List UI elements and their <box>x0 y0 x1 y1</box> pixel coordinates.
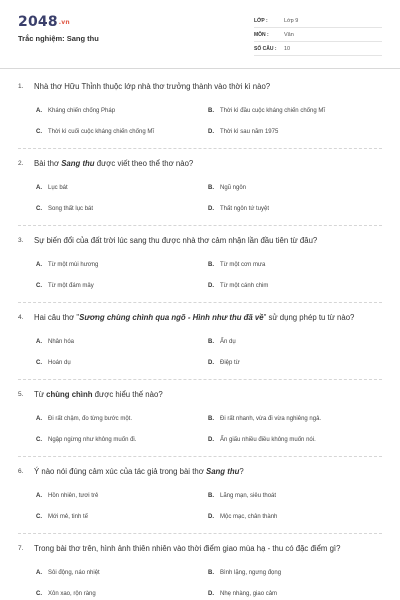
answer-text: Bình lặng, ngưng đọng <box>220 569 282 576</box>
answer-text: Kháng chiến chống Pháp <box>48 107 116 114</box>
question-item <box>18 235 382 303</box>
answer-text: Từ một cánh chim <box>220 282 269 289</box>
answer-text: Hoán dụ <box>48 359 71 366</box>
question-line <box>18 389 382 400</box>
answer-letter: C. <box>36 282 42 289</box>
answer-letter: B. <box>208 415 214 422</box>
answer-option[interactable] <box>208 583 380 600</box>
meta-row-subject <box>254 28 382 42</box>
answer-text: Điệp từ <box>220 359 240 366</box>
answer-text: Mới mẻ, tinh tế <box>48 513 88 520</box>
question-item <box>18 543 382 600</box>
question-item <box>18 312 382 380</box>
meta-label: MÔN : <box>254 31 269 38</box>
question-number: 2. <box>18 160 24 167</box>
question-line <box>18 81 382 92</box>
answer-options <box>18 331 382 373</box>
answer-option[interactable] <box>36 254 208 275</box>
answer-letter: B. <box>208 569 214 576</box>
question-text <box>34 389 382 400</box>
answer-option[interactable] <box>36 331 208 352</box>
question-text <box>34 158 382 169</box>
meta-label: SỐ CÂU : <box>254 45 277 52</box>
answer-option[interactable] <box>208 429 380 450</box>
answer-options <box>18 100 382 142</box>
answer-options <box>18 177 382 219</box>
answer-letter: C. <box>36 128 42 135</box>
question-text-part: được hiểu thế nào? <box>92 390 163 399</box>
answer-option[interactable] <box>36 485 208 506</box>
question-text <box>34 466 382 477</box>
meta-value: Lớp 9 <box>284 17 299 24</box>
answer-option[interactable] <box>36 352 208 373</box>
answer-letter: A. <box>36 569 42 576</box>
answer-text: Đi rất nhanh, vừa đi vừa nghiêng ngả. <box>220 415 322 422</box>
question-text-part: " sử dụng phép tu từ nào? <box>263 313 355 322</box>
question-number: 5. <box>18 391 24 398</box>
question-text-part: Từ <box>34 390 47 399</box>
meta-value: 10 <box>284 45 291 52</box>
question-line <box>18 158 382 169</box>
question-text <box>34 543 382 554</box>
test-title: Trắc nghiệm: Sang thu <box>18 34 99 43</box>
answer-letter: A. <box>36 184 42 191</box>
answer-letter: D. <box>208 128 214 135</box>
answer-text: Thất ngôn tứ tuyệt <box>220 205 270 212</box>
answer-text: Mộc mạc, chân thành <box>220 513 278 520</box>
answer-option[interactable] <box>36 275 208 296</box>
answer-text: Thời kì sau năm 1975 <box>220 128 279 135</box>
answer-option[interactable] <box>208 506 380 527</box>
question-number: 7. <box>18 545 24 552</box>
meta-value: Văn <box>284 31 294 38</box>
answer-option[interactable] <box>36 429 208 450</box>
answer-letter: A. <box>36 338 42 345</box>
question-list <box>0 69 400 600</box>
question-text-emphasis: Sang thu <box>206 467 240 476</box>
answer-letter: D. <box>208 359 214 366</box>
answer-option[interactable] <box>208 352 380 373</box>
answer-letter: D. <box>208 590 214 597</box>
answer-text: Ngập ngừng như không muốn đi. <box>48 436 137 443</box>
answer-text: Từ một cơn mưa <box>220 261 266 268</box>
answer-option[interactable] <box>36 177 208 198</box>
answer-options <box>18 485 382 527</box>
question-text-emphasis: Sương chùng chình qua ngõ - Hình như thu đã về <box>79 313 264 322</box>
logo-text: 2048 <box>18 14 58 30</box>
answer-text: Lục bát <box>48 184 68 191</box>
answer-letter: D. <box>208 436 214 443</box>
question-text <box>34 235 382 246</box>
answer-letter: B. <box>208 184 214 191</box>
question-line <box>18 466 382 477</box>
question-text-part: Trong bài thơ trên, hình ảnh thiên nhiên vào thời điểm giao mùa hạ - thu có đặc điểm gì? <box>34 544 341 553</box>
answer-text: Từ một đám mây <box>48 282 94 289</box>
question-text-emphasis: Sang thu <box>61 159 95 168</box>
answer-letter: D. <box>208 513 214 520</box>
question-text <box>34 81 382 92</box>
question-text-part: Hai câu thơ " <box>34 313 80 322</box>
answer-letter: B. <box>208 338 214 345</box>
answer-option[interactable] <box>36 562 208 583</box>
question-number: 3. <box>18 237 24 244</box>
answer-letter: C. <box>36 359 42 366</box>
question-text-part: Nhà thơ Hữu Thỉnh thuộc lớp nhà thơ trưởng thành vào thời kì nào? <box>34 82 271 91</box>
answer-options <box>18 254 382 296</box>
question-text <box>34 312 382 323</box>
answer-option[interactable] <box>36 408 208 429</box>
answer-text: Nhẹ nhàng, giao cảm <box>220 590 278 597</box>
answer-text: Ẩn giấu nhiều điều không muốn nói. <box>220 436 316 443</box>
answer-option[interactable] <box>208 275 380 296</box>
question-item <box>18 466 382 534</box>
answer-text: Từ một mùi hương <box>48 261 99 268</box>
logo-suffix: .vn <box>58 19 70 26</box>
question-line <box>18 543 382 554</box>
answer-options <box>18 408 382 450</box>
answer-option[interactable] <box>36 100 208 121</box>
answer-option[interactable] <box>208 121 380 142</box>
answer-text: Lãng mạn, siêu thoát <box>220 492 277 499</box>
answer-letter: C. <box>36 436 42 443</box>
answer-option[interactable] <box>208 254 380 275</box>
meta-row-grade <box>254 14 382 28</box>
answer-option[interactable] <box>36 121 208 142</box>
meta-row-count <box>254 42 382 56</box>
answer-option[interactable] <box>208 408 380 429</box>
answer-letter: A. <box>36 261 42 268</box>
answer-text: Song thất lục bát <box>48 205 94 212</box>
answer-letter: C. <box>36 590 42 597</box>
answer-letter: D. <box>208 282 214 289</box>
answer-option[interactable] <box>36 506 208 527</box>
answer-option[interactable] <box>36 583 208 600</box>
answer-option[interactable] <box>36 198 208 219</box>
meta-label: LỚP : <box>254 17 268 24</box>
answer-text: Ngũ ngôn <box>220 184 247 191</box>
question-text-part: Sự biến đổi của đất trời lúc sang thu được nhà thơ cảm nhận lần đầu tiên từ đâu? <box>34 236 318 245</box>
question-text-part: Ý nào nói đúng cảm xúc của tác giả trong bài thơ <box>34 467 206 476</box>
question-text-part: Bài thơ <box>34 159 62 168</box>
answer-text: Đi rất chậm, đo từng bước một. <box>48 415 132 422</box>
question-text-part: ? <box>239 467 244 476</box>
answer-text: Xôn xao, rộn ràng <box>48 590 96 597</box>
answer-option[interactable] <box>208 562 380 583</box>
question-text-emphasis: chùng chình <box>46 390 93 399</box>
question-item <box>18 81 382 149</box>
question-item <box>18 389 382 457</box>
answer-text: Nhân hóa <box>48 338 75 345</box>
answer-text: Hồn nhiên, tươi trẻ <box>48 492 99 499</box>
answer-option[interactable] <box>208 485 380 506</box>
header <box>0 0 400 68</box>
answer-option[interactable] <box>208 331 380 352</box>
answer-letter: A. <box>36 415 42 422</box>
question-number: 6. <box>18 468 24 475</box>
answer-letter: C. <box>36 205 42 212</box>
answer-text: Ẩn dụ <box>220 338 236 345</box>
answer-option[interactable] <box>208 177 380 198</box>
answer-text: Thời kì cuối cuộc kháng chiến chống Mĩ <box>48 128 154 135</box>
question-text-part: được viết theo thể thơ nào? <box>94 159 194 168</box>
question-item <box>18 158 382 226</box>
question-number: 4. <box>18 314 24 321</box>
answer-letter: C. <box>36 513 42 520</box>
question-line <box>18 235 382 246</box>
answer-option[interactable] <box>208 198 380 219</box>
answer-letter: A. <box>36 107 42 114</box>
test-meta <box>254 14 382 56</box>
answer-text: Sôi động, náo nhiệt <box>48 569 100 576</box>
question-number: 1. <box>18 83 24 90</box>
answer-option[interactable] <box>208 100 380 121</box>
answer-letter: B. <box>208 492 214 499</box>
question-line <box>18 312 382 323</box>
answer-letter: B. <box>208 261 214 268</box>
answer-letter: D. <box>208 205 214 212</box>
answer-letter: A. <box>36 492 42 499</box>
answer-text: Thời kì đầu cuộc kháng chiến chống Mĩ <box>220 107 325 114</box>
answer-options <box>18 562 382 600</box>
answer-letter: B. <box>208 107 214 114</box>
